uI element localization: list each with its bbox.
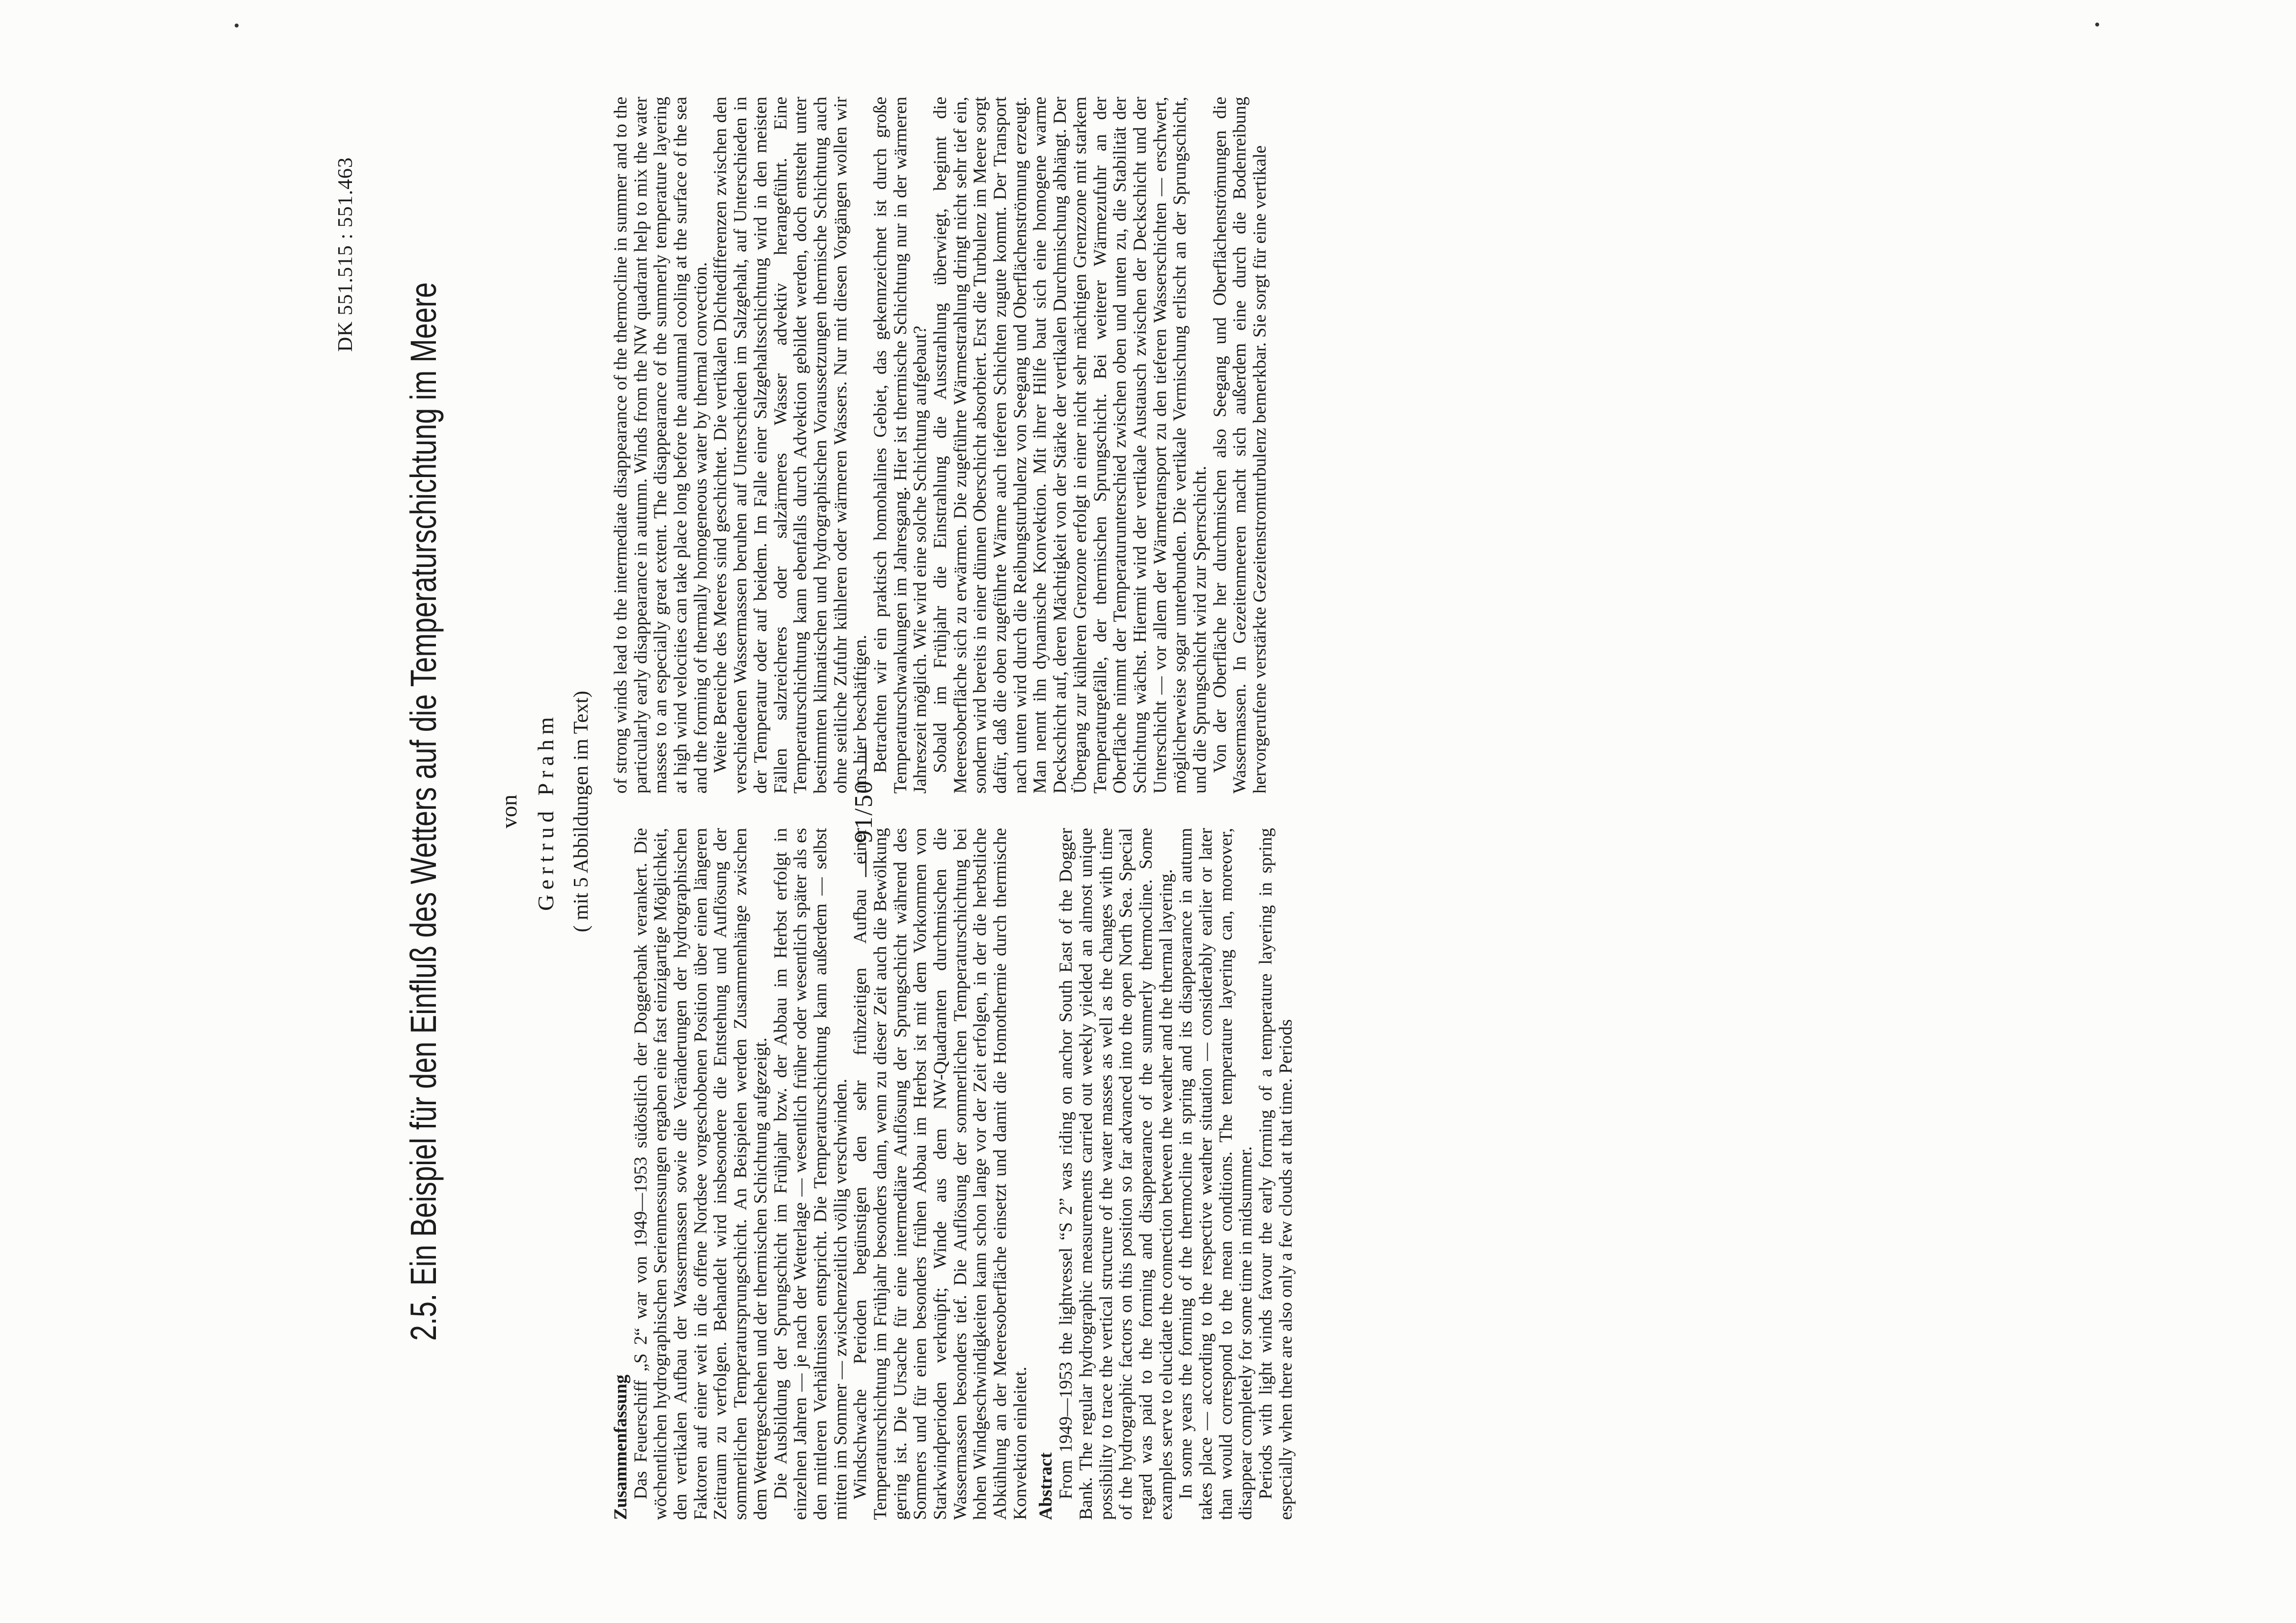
right-paragraph-3: Betrachten wir ein praktisch homohalines Gebiet, das gekennzeichnet ist durch große Temperaturschwankungen im Jahresgang. Hier ist thermische Schichtung nur in der wärmeren Jahreszeit möglich. Wie wird eine solche Schichtung aufgebaut? — [870, 97, 931, 794]
right-column — [611, 97, 1298, 794]
abstract-paragraph-3: Periods with light winds favour the early forming of a temperature layering in spring especially when there are also only a few clouds at that time. Periods — [1256, 828, 1296, 1520]
right-paragraph-5: Von der Oberfläche her durchmischen also Seegang und Oberflächenströmungen die Wassermassen. In Gezeitenmeeren macht sich außerdem eine durch die Bodenreibung hervorgerufene verstärkte Gezeitenstromturbulenz bemerkbar. Sie sorgt für eine vertikale — [1210, 97, 1270, 794]
author-name: Gertrud Prahm — [533, 712, 558, 911]
byline-von: von — [496, 795, 521, 828]
illustrations-note: ( mit 5 Abbildungen im Text) — [570, 691, 593, 932]
page-number: — 91/50 — — [850, 746, 878, 877]
abstract-heading: Abstract — [1036, 1452, 1056, 1520]
right-paragraph-2: Weite Bereiche des Meeres sind geschichtet. Die vertikalen Dichtedifferenzen zwischen den verschiedenen Wassermassen beruhen auf Unterschieden im Salzgehalt, auf Unterschieden in der Temperatur oder auf beidem. Im Falle einer Salzgehaltsschichtung wird in den meisten Fällen salzreicheres oder salzärmeres Wasser advektiv herangeführt. Eine Temperaturschichtung kann ebenfalls durch Advektion gebildet werden, doch entsteht unter bestimmten klimatischen und hydrographischen Voraussetzungen thermische Schichtung auch ohne seitliche Zufuhr kühleren oder wärmeren Wassers. Nur mit diesen Vorgängen wollen wir uns hier beschäftigen. — [710, 97, 871, 794]
article-title: 2.5. Ein Beispiel für den Einfluß des Wetters auf die Temperaturschichtung im Meere — [403, 282, 444, 1341]
right-paragraph-4: Sobald im Frühjahr die Einstrahlung die Ausstrahlung überwiegt, beginnt die Meeresoberfläche sich zu erwärmen. Die zugeführte Wärmestrahlung dringt nicht sehr tief ein, sondern wird bereits in einer dünnen Oberschicht absorbiert. Erst die Turbulenz im Meere sorgt dafür, daß die oben zugeführte Wärme auch tieferen Schichten zugute kommt. Der Transport nach unten wird durch die Reibungsturbulenz von Seegang und Oberflächenströmung erzeugt. Man nennt ihn dynamische Konvektion. Mit ihrer Hilfe baut sich eine homogene warme Deckschicht auf, deren Mächtigkeit von der Stärke der vertikalen Durchmischung abhängt. Der Übergang zur kühleren Grenzone erfolgt in einer nicht sehr mächtigen Grenzzone mit starkem Temperaturgefälle, der thermischen Sprungschicht. Bei weiterer Wärmezufuhr an der Oberfläche nimmt der Temperaturunterschied zwischen oben und unten zu, die Stabilität der Schichtung wächst. Hiermit wird der vertikale Austausch zwischen der Deckschicht und der Unterschicht — vor allem der Wärmetransport zu den tieferen Wasserschichten — erschwert, möglicherweise sogar unterbunden. Die vertikale Vermischung erlischt an der Sprungschicht, und die Sprungschicht wird zur Sperrschicht. — [930, 97, 1210, 794]
dk-classification-code: DK 551.515 : 551.463 — [334, 157, 357, 352]
scan-speck — [2095, 23, 2099, 27]
abstract-paragraph-1: From 1949—1953 the lightvessel “S 2” was riding on anchor South East of the Dogger Bank. The regular hydrographic measurements carried out weekly yielded an almost unique possibility to trace the vertical structure of the water masses as well as the changes with time of the hydrographic factors on this position so far advanced into the open North Sea. Special regard was paid to the forming and disappearance of the summerly thermocline. Some examples serve to elucidate the connection between the weather and the thermal layering. — [1056, 828, 1176, 1520]
zusammenfassung-heading: Zusammenfassung — [611, 1374, 631, 1520]
scan-speck — [235, 24, 239, 27]
left-column — [611, 828, 1298, 1520]
zusammenfassung-paragraph-1: Das Feuerschiff „S 2“ war von 1949—1953 südöstlich der Doggerbank verankert. Die wöchentlichen hydrographischen Serienmessungen ergaben eine fast einzigartige Möglichkeit, den vertikalen Aufbau der Wassermassen sowie die Veränderungen der hydrographischen Faktoren auf einer weit in die offene Nordsee vorgeschobenen Position über einen längeren Zeitraum zu verfolgen. Behandelt wird insbesondere die Entstehung und Auflösung der sommerlichen Temperatursprungschicht. An Beispielen werden Zusammenhänge zwischen dem Wettergeschehen und der thermischen Schichtung aufgezeigt. — [630, 828, 771, 1520]
abstract-paragraph-2: In some years the forming of the thermocline in spring and its disappearance in autumn takes place — according to the respective weather situation — considerably earlier or later than would correspond to the mean conditions. The temperature layering can, moreover, disappear completely for some time in midsummer. — [1176, 828, 1256, 1520]
zusammenfassung-paragraph-3: Windschwache Perioden begünstigen den sehr frühzeitigen Aufbau einer Temperaturschichtung im Frühjahr besonders dann, wenn zu dieser Zeit auch die Bewölkung gering ist. Die Ursache für eine intermediäre Auflösung der Sprungschicht während des Sommers und für einen besonders frühen Abbau im Herbst ist mit dem Vorkommen von Starkwindperioden verknüpft; Winde aus dem NW-Quadranten durchmischen die Wassermassen besonders tief. Die Auflösung der sommerlichen Temperaturschichtung bei hohen Windgeschwindigkeiten kann schon lange vor der Zeit erfolgen, in der die herbstliche Abkühlung an der Meeresoberfläche einsetzt und damit die Homothermie durch thermische Konvektion einleitet. — [850, 828, 1030, 1520]
right-paragraph-1: of strong winds lead to the intermediate disappearance of the thermocline in summer and to the particularly early disappearance in autumn. Winds from the NW quadrant help to mix the water masses to an especially great extent. The disappearance of the summerly temperature layering at high wind velocities can take place long before the autumnal cooling at the surface of the sea and the forming of thermally homogeneous water by thermal convection. — [611, 97, 711, 794]
zusammenfassung-paragraph-2: Die Ausbildung der Sprungschicht im Frühjahr bzw. der Abbau im Herbst erfolgt in einzelnen Jahren — je nach der Wetterlage — wesentlich früher oder wesentlich später als es den mittleren Verhältnissen entspricht. Die Temperaturschichtung kann außerdem — selbst mitten im Sommer — zwischenzeitlich völlig verschwinden. — [770, 828, 851, 1520]
